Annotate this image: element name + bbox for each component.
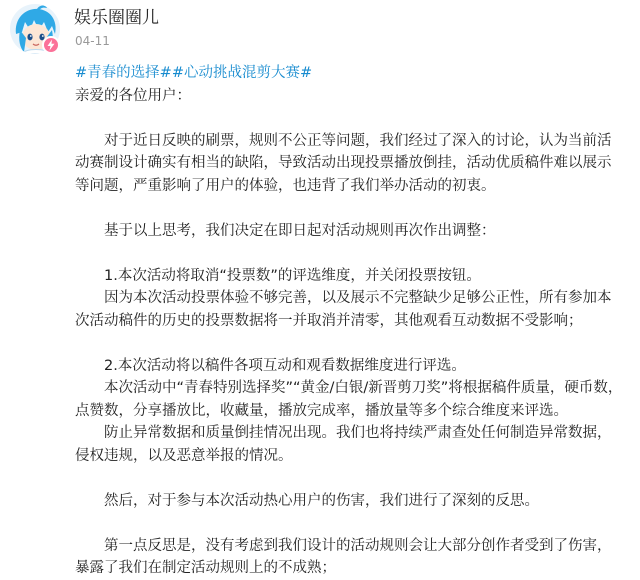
rule-item-2: 2.本次活动将以稿件各项互动和观看数据维度进行评选。 — [104, 357, 466, 374]
paragraph-spacer — [75, 107, 623, 130]
post-date: 04-11 — [75, 34, 110, 48]
username[interactable]: 娱乐圈圈儿 — [74, 8, 159, 28]
rule-item-1: 1.本次活动将取消“投票数”的评选维度，并关闭投票按钮。 — [104, 267, 481, 284]
paragraph-first-reflection: 第一点反思是，没有考虑到我们设计的活动规则会让大部分创作者受到了伤害，暴露了我们在制定活动规则上的不成熟； — [75, 537, 612, 576]
paragraph-spacer — [75, 332, 623, 355]
paragraph-spacer — [75, 467, 623, 490]
lightning-icon — [44, 38, 58, 52]
paragraph-spacer — [75, 197, 623, 220]
rule-item-2-prevention: 防止异常数据和质量倒挂情况出现。我们也将持续严肃查处任何制造异常数据，侵权违规，以及恶意举报的情况。 — [75, 425, 612, 464]
paragraph-spacer — [75, 512, 623, 535]
paragraph-decision: 基于以上思考，我们决定在即日起对活动规则再次作出调整： — [104, 222, 496, 239]
post-content — [75, 62, 623, 580]
rule-item-1-detail: 因为本次活动投票体验不够完善，以及展示不完整缺少足够公正性，所有参加本次活动稿件的历史的投票数据将一并取消并清零，其他观看互动数据不受影响； — [75, 290, 612, 329]
paragraph-reflection: 然后，对于参与本次活动热心用户的伤害，我们进行了深刻的反思。 — [104, 492, 539, 509]
topic-tag-youth-choice[interactable]: #青春的选择# — [75, 65, 172, 81]
paragraph-intro: 对于近日反映的刷票，规则不公正等问题，我们经过了深入的讨论，认为当前活动赛制设计确实有相当的缺陷，导致活动出现投票播放倒挂，活动优质稿件难以展示等问题，严重影响了用户的体验，也违背了我们举办活动的初衷。 — [75, 132, 612, 194]
post-header — [0, 0, 640, 60]
rule-item-2-detail: 本次活动中“青春特别选择奖”“黄金/白银/新晋剪刀奖”将根据稿件质量，硬币数，点赞数，分享播放比，收藏量，播放完成率，播放量等多个综合维度来评选。 — [75, 380, 623, 419]
paragraph-spacer — [75, 242, 623, 265]
greeting: 亲爱的各位用户： — [75, 87, 191, 104]
badge — [42, 36, 60, 54]
topic-tags — [75, 62, 623, 85]
topic-tag-remix-contest[interactable]: #心动挑战混剪大赛# — [171, 65, 313, 81]
